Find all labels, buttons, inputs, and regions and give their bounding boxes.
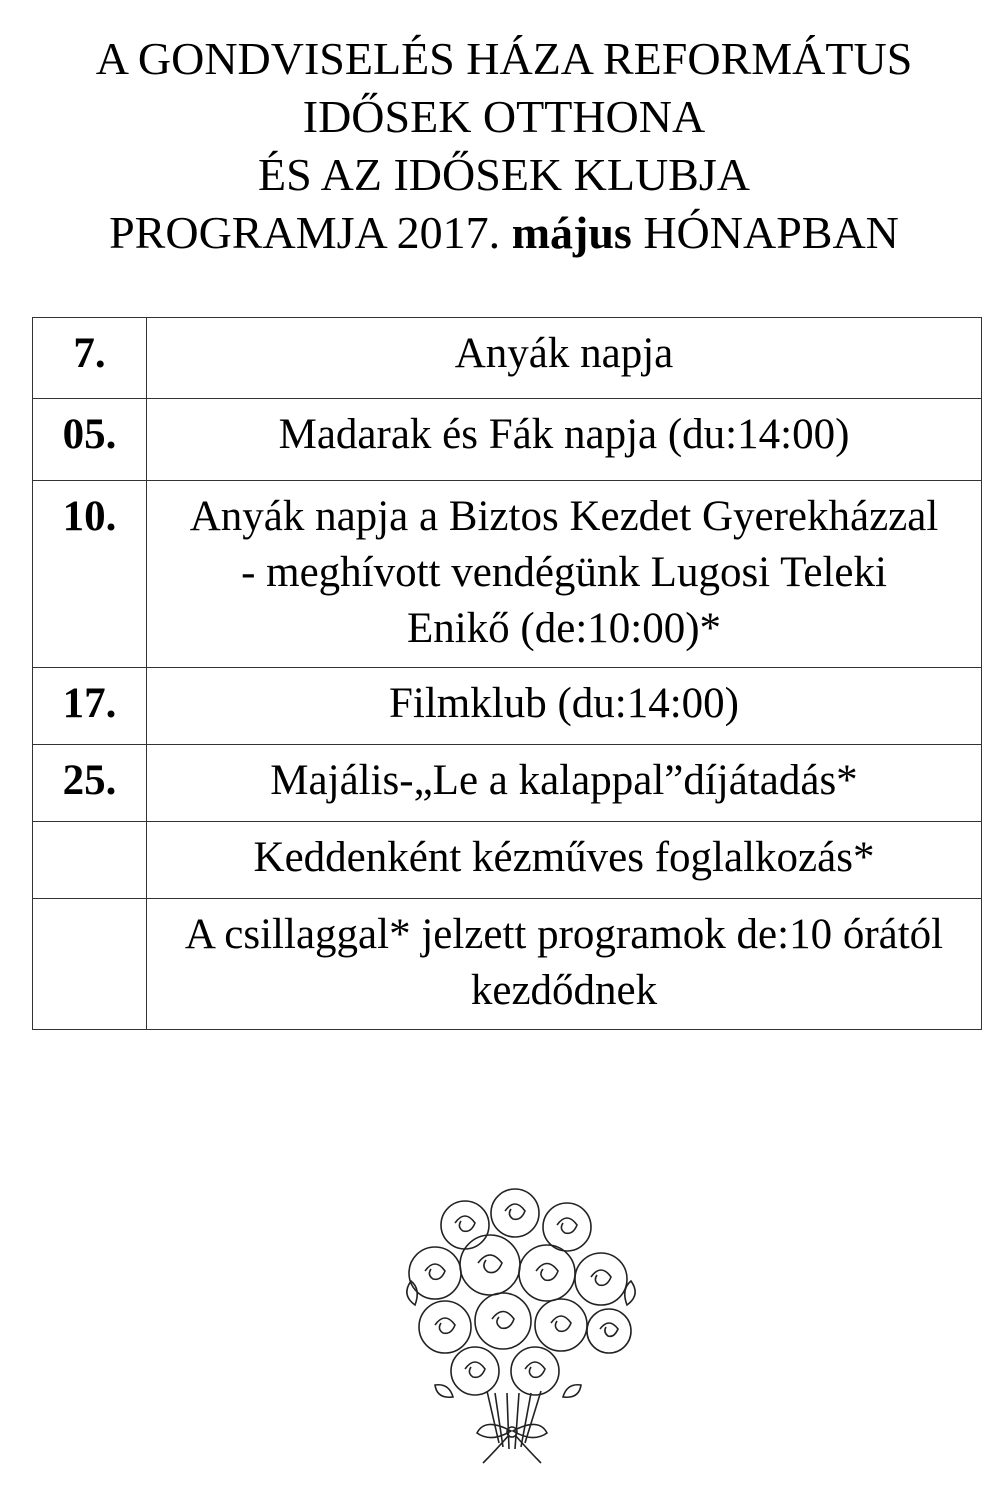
title-line-3: ÉS AZ IDŐSEK KLUBJA: [258, 149, 750, 200]
title-line-2: IDŐSEK OTTHONA: [302, 91, 706, 142]
table-row: [33, 481, 982, 668]
page-title: [0, 30, 1008, 262]
program-day: [33, 822, 147, 899]
title-line-1: A GONDVISELÉS HÁZA REFORMÁTUS: [95, 33, 913, 84]
program-table: [32, 317, 982, 1030]
program-day: 05.: [33, 399, 147, 481]
program-day: 10.: [33, 481, 147, 668]
title-month: május: [511, 207, 632, 258]
program-event: Majális-„Le a kalappal”díjátadás*: [147, 745, 982, 822]
program-day: 17.: [33, 668, 147, 745]
program-event: Filmklub (du:14:00): [147, 668, 982, 745]
table-row: [33, 668, 982, 745]
flower-bouquet-icon: [395, 1185, 645, 1475]
program-event: A csillaggal* jelzett programok de:10 órától kezdődnek: [147, 899, 982, 1030]
program-day: 25.: [33, 745, 147, 822]
table-row: [33, 822, 982, 899]
program-day: [33, 899, 147, 1030]
program-event: Anyák napja a Biztos Kezdet Gyerekházzal - meghívott vendégünk Lugosi Teleki Enikő (de:10:00)*: [147, 481, 982, 668]
program-day: 7.: [33, 318, 147, 399]
title-suffix: HÓNAPBAN: [643, 207, 899, 258]
table-row: [33, 899, 982, 1030]
title-prefix: PROGRAMJA 2017.: [109, 207, 501, 258]
program-event: Anyák napja: [147, 318, 982, 399]
table-row: [33, 399, 982, 481]
program-event: Madarak és Fák napja (du:14:00): [147, 399, 982, 481]
title-line-4: [0, 204, 1008, 262]
table-row: [33, 745, 982, 822]
program-event: Keddenként kézműves foglalkozás*: [147, 822, 982, 899]
table-row: [33, 318, 982, 399]
